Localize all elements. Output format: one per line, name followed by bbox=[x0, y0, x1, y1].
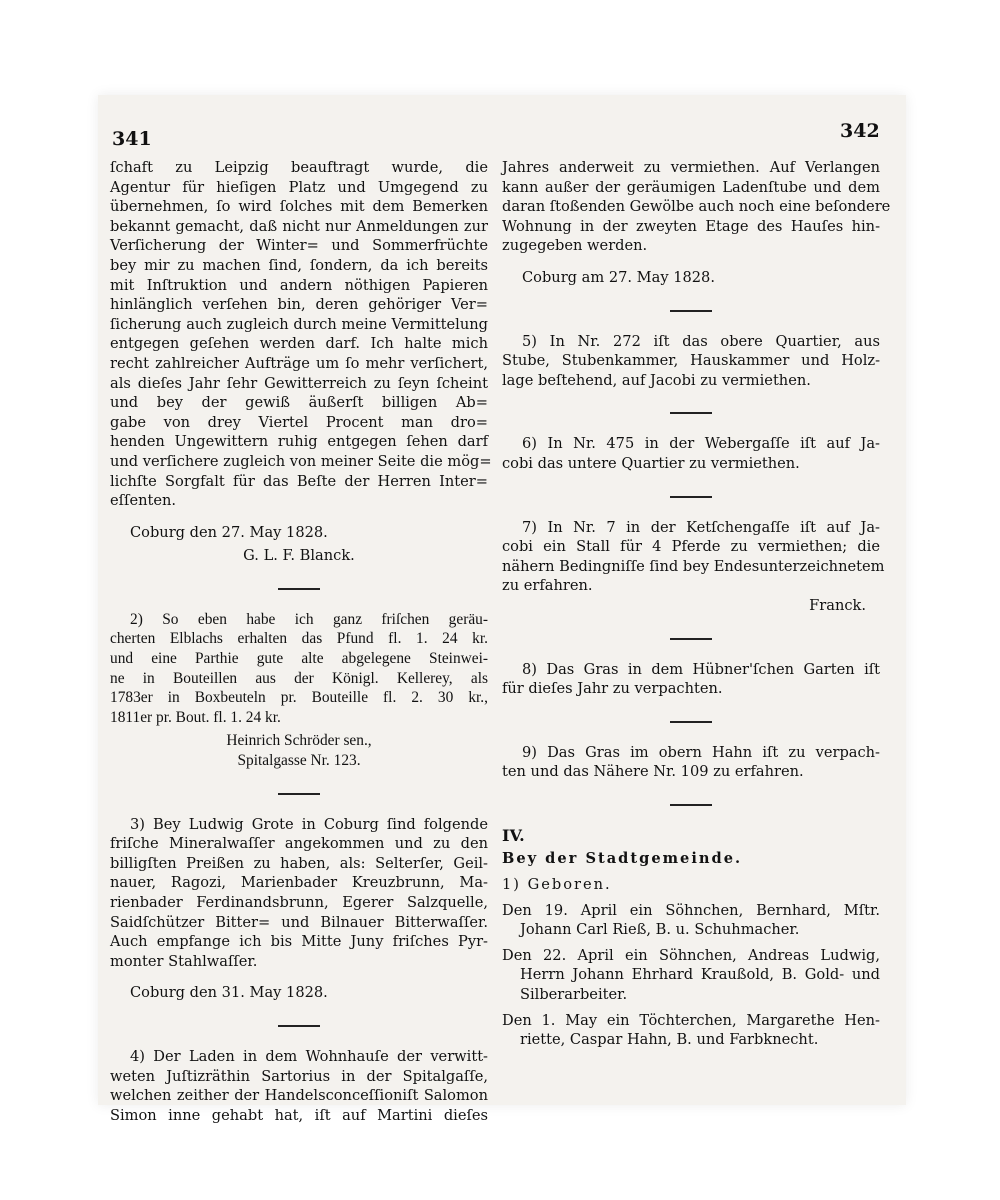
text-line: Stube, Stubenkammer, Hauskammer und Holz- bbox=[502, 352, 880, 370]
text-line: für dieſes Jahr zu verpachten. bbox=[502, 680, 723, 698]
text-line: recht zahlreicher Aufträge um ſo mehr verſichert, bbox=[110, 354, 488, 372]
notice-4-continued bbox=[502, 158, 891, 256]
text-line: 1811er pr. Bout. fl. 1. 24 kr. bbox=[110, 708, 281, 726]
text-line: kann außer der geräumigen Ladenſtube und dem bbox=[502, 178, 880, 196]
left-column bbox=[110, 158, 492, 1125]
text-line: henden Ungewittern ruhig entgegen ſehen darf bbox=[110, 433, 488, 451]
notice-3 bbox=[110, 815, 488, 972]
text-line: welchen zeither der Handelsconceſſioniſt Salomon bbox=[110, 1087, 488, 1105]
text-line: 4) Der Laden in dem Wohnhauſe der verwitt- bbox=[130, 1047, 488, 1065]
text-line: ſchaft zu Leipzig beauftragt wurde, die bbox=[110, 159, 488, 176]
dateline: Coburg am 27. May 1828. bbox=[522, 268, 715, 286]
text-line: bekannt gemacht, daß nicht nur Anmeldungen zur bbox=[110, 217, 488, 235]
text-line: mit Inſtruktion und andern nöthigen Papieren bbox=[110, 276, 488, 294]
text-line: Agentur für hieſigen Platz und Umgegend zu bbox=[110, 178, 488, 196]
notice-9 bbox=[502, 743, 880, 782]
subsection-heading: 1) Geboren. bbox=[502, 876, 612, 894]
separator-rule bbox=[670, 412, 712, 414]
text-line: daran ſtoßenden Gewölbe auch noch eine beſondere bbox=[502, 198, 891, 216]
notice-8 bbox=[502, 660, 880, 699]
text-line: ne in Bouteillen aus der Königl. Kellerey, als bbox=[110, 669, 488, 687]
text-line: und bey der gewiß äußerſt billigen Ab= bbox=[110, 394, 488, 412]
separator-rule bbox=[670, 638, 712, 640]
text-line: Jahres anderweit zu vermiethen. Auf Verlangen bbox=[502, 159, 880, 176]
separator-rule bbox=[670, 496, 712, 498]
text-line: ſicherung auch zugleich durch meine Vermittelung bbox=[110, 315, 488, 333]
text-line: bey mir zu machen ſind, ſondern, da ich bereits bbox=[110, 256, 488, 274]
notice-1-continued bbox=[110, 158, 492, 511]
dateline: Coburg den 27. May 1828. bbox=[130, 523, 328, 541]
text-line: als dieſes Jahr ſehr Gewitterreich zu ſeyn ſcheint bbox=[110, 374, 488, 392]
separator-rule bbox=[278, 1025, 320, 1027]
text-line: zu erfahren. bbox=[502, 577, 593, 595]
signature-name: Heinrich Schröder sen., bbox=[226, 732, 372, 750]
text-line: Auch empfange ich bis Mitte Juny friſches Pyr- bbox=[110, 933, 488, 951]
section-heading: Bey der Stadtgemeinde. bbox=[502, 850, 743, 868]
text-line: 5) In Nr. 272 iſt das obere Quartier, aus bbox=[522, 332, 880, 350]
birth-entry: Den 1. May ein Töchterchen, Margarethe Hen- riette, Caspar Hahn, B. und Farbknecht. bbox=[502, 1011, 880, 1049]
text-line: gabe von drey Viertel Procent man dro= bbox=[110, 413, 488, 431]
text-line: nähern Bedingniſſe ſind bey Endesunterzeichnetem bbox=[502, 557, 885, 575]
text-line: zugegeben werden. bbox=[502, 237, 648, 255]
text-line: cherten Elblachs erhalten das Pfund fl. 1. 24 kr. bbox=[110, 630, 488, 648]
signature: G. L. F. Blanck. bbox=[243, 547, 355, 565]
text-line: rienbader Ferdinandsbrunn, Egerer Salzquelle, bbox=[110, 894, 488, 911]
right-column bbox=[502, 158, 891, 1050]
text-line: eſſenten. bbox=[110, 492, 177, 510]
text-line: monter Stahlwaſſer. bbox=[110, 952, 258, 970]
page-number-left: 341 bbox=[112, 128, 152, 150]
text-line: entgegen geſehen werden darf. Ich halte mich bbox=[110, 335, 488, 353]
text-line: 8) Das Gras in dem Hübner'ſchen Garten iſt bbox=[522, 660, 880, 678]
text-line: billigſten Preißen zu haben, als: Selterſer, Geil- bbox=[110, 854, 488, 872]
notice-4 bbox=[110, 1047, 488, 1125]
birth-entry: Den 19. April ein Söhnchen, Bernhard, Mſtr. Johann Carl Rieß, B. u. Schuhmacher. bbox=[502, 901, 880, 939]
dateline: Coburg den 31. May 1828. bbox=[130, 984, 328, 1002]
signature: Franck. bbox=[809, 596, 866, 614]
text-line: lage beſtehend, auf Jacobi zu vermiethen. bbox=[502, 371, 811, 389]
text-line: weten Juſtizräthin Sartorius in der Spitalgaſſe, bbox=[110, 1067, 488, 1085]
text-line: und verſichere zugleich von meiner Seite die mög= bbox=[110, 452, 492, 470]
separator-rule bbox=[278, 793, 320, 795]
text-line: Verſicherung der Winter= und Sommerfrüchte bbox=[110, 237, 488, 255]
text-line: 2) So eben habe ich ganz friſchen geräu- bbox=[130, 610, 488, 628]
birth-entry: Den 22. April ein Söhnchen, Andreas Ludwig, Herrn Johann Ehrhard Kraußold, B. Gold- und Silberarbeiter. bbox=[502, 946, 880, 1004]
text-line: Wohnung in der zweyten Etage des Hauſes hin- bbox=[502, 217, 880, 235]
separator-rule bbox=[670, 804, 712, 806]
text-line: Simon inne gehabt hat, iſt auf Martini dieſes bbox=[110, 1106, 488, 1124]
text-line: 1783er in Boxbeuteln pr. Bouteille fl. 2. 30 kr., bbox=[110, 689, 488, 707]
separator-rule bbox=[278, 588, 320, 590]
separator-rule bbox=[670, 310, 712, 312]
notice-6 bbox=[502, 434, 880, 473]
text-line: nauer, Ragozi, Marienbader Kreuzbrunn, Ma- bbox=[110, 874, 488, 892]
separator-rule bbox=[670, 721, 712, 723]
text-line: friſche Mineralwaſſer angekommen und zu den bbox=[110, 835, 488, 853]
notice-5 bbox=[502, 332, 880, 391]
text-line: 9) Das Gras im obern Hahn iſt zu verpach- bbox=[522, 743, 880, 761]
text-line: 3) Bey Ludwig Grote in Coburg ſind folgende bbox=[130, 815, 488, 833]
text-line: cobi ein Stall für 4 Pferde zu vermiethen; die bbox=[502, 538, 880, 556]
text-line: übernehmen, ſo wird ſolches mit dem Bemerken bbox=[110, 198, 488, 216]
page-number-right: 342 bbox=[840, 120, 880, 142]
text-line: 7) In Nr. 7 in der Ketſchengaſſe iſt auf Ja- bbox=[522, 518, 880, 536]
section-number: IV. bbox=[502, 825, 525, 845]
text-line: lichſte Sorgfalt für das Beſte der Herren Inter= bbox=[110, 472, 488, 490]
text-line: ten und das Nähere Nr. 109 zu erfahren. bbox=[502, 763, 804, 781]
text-line: cobi das untere Quartier zu vermiethen. bbox=[502, 454, 800, 472]
text-line: 6) In Nr. 475 in der Webergaſſe iſt auf Ja- bbox=[522, 435, 880, 453]
text-line: hinlänglich verſehen bin, deren gehöriger Ver= bbox=[110, 296, 488, 314]
notice-7 bbox=[502, 518, 885, 596]
notice-2 bbox=[110, 610, 488, 728]
text-line: Saidſchützer Bitter= und Bilnauer Bitterwaſſer. bbox=[110, 913, 488, 931]
signature-address: Spitalgasse Nr. 123. bbox=[237, 752, 361, 770]
text-line: und eine Parthie gute alte abgelegene Steinwei- bbox=[110, 650, 488, 668]
